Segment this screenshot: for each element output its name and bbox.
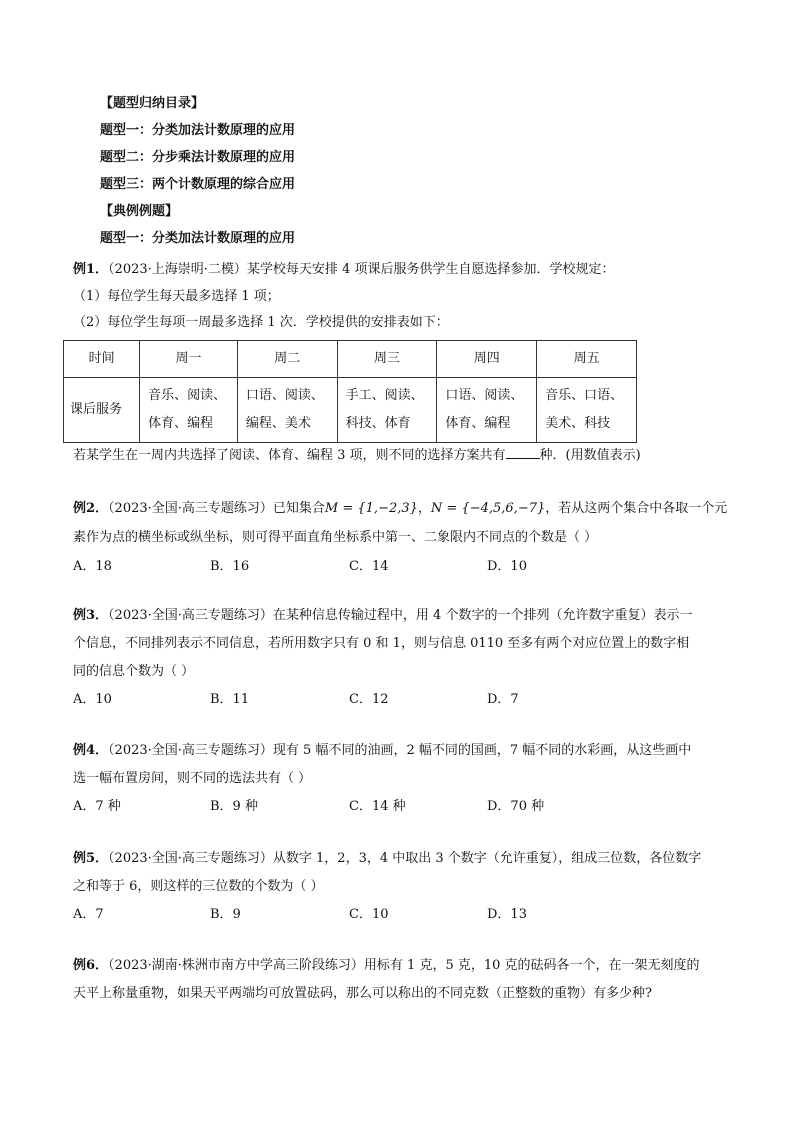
ex1-question-tail: 种．(用数值表示) — [539, 448, 641, 463]
schedule-header-cell: 周四 — [437, 341, 537, 378]
directory-item-2: 题型二：分步乘法计数原理的应用 — [100, 150, 296, 165]
ex2-choices — [73, 557, 693, 577]
schedule-header-cell: 周一 — [140, 341, 238, 378]
choice-b: B．16 — [210, 559, 250, 574]
cell-line: 手工、阅读、 — [345, 388, 424, 403]
ex2-line-2: 素作为点的横坐标或纵坐标，则可得平面直角坐标系中第一、二象限内不同点的个数是（ ） — [73, 530, 598, 545]
ex3-choices — [73, 690, 693, 710]
choice-a: A．7 种 — [73, 799, 121, 814]
choice-c: C．12 — [349, 692, 389, 707]
choice-b: B．11 — [210, 692, 250, 707]
answer-blank — [506, 444, 540, 459]
ex3-text: 在某种信息传输过程中，用 4 个数字的一个排列（允许数字重复）表示一 — [272, 608, 693, 623]
cell-line: 音乐、口语、 — [545, 388, 624, 403]
examples-subtitle: 题型一：分类加法计数原理的应用 — [100, 231, 296, 246]
set-n-formula: N = {−4,5,6,−7} — [430, 501, 546, 516]
ex3-line-2: 个信息，不同排列表示不同信息，若所用数字只有 0 和 1，则与信息 0110 至多有两个对应位置上的数字相 — [73, 636, 690, 651]
schedule-header-cell: 周三 — [337, 341, 437, 378]
choice-d: D．13 — [487, 907, 527, 922]
choice-d: D．70 种 — [487, 799, 545, 814]
schedule-cell — [237, 378, 337, 443]
choice-c: C．14 种 — [349, 799, 406, 814]
directory-item-3: 题型三：两个计数原理的综合应用 — [100, 177, 296, 192]
choice-a: A．10 — [73, 692, 112, 707]
choice-d: D．10 — [487, 559, 527, 574]
ex1-rule-1: （1）每位学生每天最多选择 1 项； — [73, 289, 280, 304]
cell-line: 科技、体育 — [345, 416, 411, 431]
ex5-line-1 — [73, 849, 701, 869]
cell-line: 音乐、阅读、 — [148, 388, 227, 403]
ex2-label: 例2． — [73, 501, 109, 516]
ex2-text: 已知集合 — [272, 501, 325, 516]
schedule-header-cell: 周五 — [537, 341, 637, 378]
schedule-cell — [140, 378, 238, 443]
ex3-line-1 — [73, 606, 692, 626]
examples-title: 【典例例题】 — [100, 204, 179, 219]
schedule-cell — [437, 378, 537, 443]
ex1-line-1 — [73, 260, 614, 280]
schedule-cell — [337, 378, 437, 443]
choice-b: B．9 种 — [210, 799, 258, 814]
ex6-text: 用标有 1 克，5 克，10 克的砝码各一个，在一架无刻度的 — [363, 958, 700, 973]
ex6-line-2: 天平上称量重物，如果天平两端均可放置砝码，那么可以称出的不同克数（正整数的重物）有多少种? — [73, 986, 652, 1001]
ex1-rule-2: （2）每位学生每项一周最多选择 1 次．学校提供的安排表如下： — [73, 315, 449, 330]
ex3-label: 例3． — [73, 608, 109, 623]
set-m-formula: M = {1,−2,3} — [324, 501, 418, 516]
choice-c: C．10 — [349, 907, 389, 922]
ex1-question-text: 若某学生在一周内共选择了阅读、体育、编程 3 项，则不同的选择方案共有 — [73, 448, 506, 463]
ex4-text: 现有 5 幅不同的油画，2 幅不同的国画，7 幅不同的水彩画，从这些画中 — [272, 743, 692, 758]
choice-d: D．7 — [487, 692, 519, 707]
ex1-source: （2023·上海崇明·二模） — [108, 262, 247, 277]
ex4-line-2: 选一幅布置房间，则不同的选法共有（ ） — [73, 771, 312, 786]
schedule-body-row — [64, 378, 637, 443]
schedule-table — [63, 340, 637, 443]
schedule-header-row — [64, 341, 637, 378]
ex5-source: （2023·全国·高三专题练习） — [108, 851, 273, 866]
ex1-label: 例1． — [73, 262, 109, 277]
schedule-header-cell: 时间 — [64, 341, 140, 378]
ex2-separator: ， — [417, 501, 431, 516]
ex1-text: 某学校每天安排 4 项课后服务供学生自愿选择参加．学校规定： — [246, 262, 615, 277]
ex5-line-2: 之和等于 6，则这样的三位数的个数为（ ） — [73, 879, 324, 894]
ex6-label: 例6． — [73, 958, 109, 973]
choice-a: A．7 — [73, 907, 104, 922]
directory-item-1: 题型一：分类加法计数原理的应用 — [100, 123, 296, 138]
ex1-question — [73, 444, 641, 466]
cell-line: 编程、美术 — [245, 416, 311, 431]
ex4-line-1 — [73, 741, 691, 761]
ex4-label: 例4． — [73, 743, 109, 758]
choice-b: B．9 — [210, 907, 241, 922]
ex3-source: （2023·全国·高三专题练习） — [108, 608, 273, 623]
ex5-choices — [73, 905, 693, 925]
schedule-cell — [537, 378, 637, 443]
ex5-label: 例5． — [73, 851, 109, 866]
cell-line: 口语、阅读、 — [245, 388, 324, 403]
ex2-source: （2023·全国·高三专题练习） — [108, 501, 273, 516]
cell-line: 口语、阅读、 — [445, 388, 524, 403]
ex5-text: 从数字 1，2，3，4 中取出 3 个数字（允许重复），组成三位数，各位数字 — [272, 851, 702, 866]
ex6-line-1 — [73, 956, 700, 976]
ex6-source: （2023·湖南·株洲市南方中学高三阶段练习） — [108, 958, 364, 973]
ex2-line-1 — [73, 499, 727, 519]
ex3-line-3: 同的信息个数为（ ） — [73, 664, 195, 679]
cell-line: 体育、编程 — [445, 416, 511, 431]
cell-line: 体育、编程 — [148, 416, 214, 431]
choice-c: C．14 — [349, 559, 389, 574]
schedule-header-cell: 周二 — [237, 341, 337, 378]
ex4-source: （2023·全国·高三专题练习） — [108, 743, 273, 758]
ex4-choices — [73, 797, 693, 817]
ex2-text: ，若从这两个集合中各取一个元 — [545, 501, 728, 516]
cell-line: 美术、科技 — [545, 416, 611, 431]
directory-title: 【题型归纳目录】 — [100, 96, 205, 111]
schedule-row-label: 课后服务 — [64, 378, 140, 443]
choice-a: A．18 — [73, 559, 112, 574]
